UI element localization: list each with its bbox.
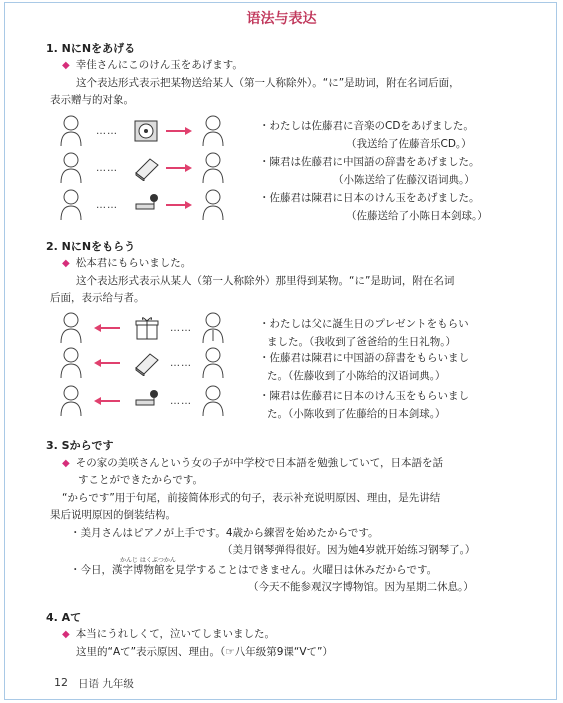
example-jp-line1: ・わたしは父に誕生日のプレゼントをもらい (259, 318, 469, 330)
example-jp: ・佐藤君は陳君に日本のけん玉をあげました。 (259, 192, 480, 204)
ellipsis-dots: …… (170, 358, 192, 369)
section-3-explanation-line2: 果后说明原因的倒装结构。 (50, 509, 176, 521)
boy-figure-icon (200, 114, 226, 146)
book-title: 日语 九年级 (78, 678, 134, 690)
example-jp: ・わたしは佐藤君に音楽のCDをあげました。 (259, 120, 474, 132)
diamond-bullet-icon: ◆ (62, 60, 70, 71)
kendama-icon (134, 388, 160, 414)
section-3-example-line2: すことができたからです。 (78, 474, 204, 486)
section-1-heading: 1. NにNをあげる (46, 42, 136, 55)
gift-icon (134, 315, 160, 341)
section-3-explanation-line1: “からです”用于句尾，前接简体形式的句子，表示补充说明原因、理由，是先讲结 (62, 492, 441, 504)
page-title: 语法与表达 (246, 11, 317, 27)
section-1-explanation-line2: 表示赠与的对象。 (50, 94, 134, 106)
boy-figure-icon (58, 188, 84, 220)
boy-figure-icon (58, 346, 84, 378)
section-4-example: ◆ 本当にうれしくて，泣いてしまいました。 (62, 628, 275, 640)
boy-figure-icon (58, 114, 84, 146)
kendama-icon (134, 192, 160, 218)
diamond-bullet-icon: ◆ (62, 629, 70, 640)
section-2-example: ◆ 松本君にもらいました。 (62, 257, 192, 269)
section-2-heading: 2. NにNをもらう (46, 240, 136, 253)
section-4-heading: 4. Aて (46, 611, 82, 624)
illustration-row-2-2 (58, 346, 258, 380)
boy-figure-icon (200, 188, 226, 220)
section-3-example2-jp: ・今日，漢字博物館を見学することはできません。火曜日は休みだからです。 (70, 564, 438, 576)
ellipsis-dots: …… (96, 163, 118, 174)
section-3-example2-cn: （今天不能参观汉字博物馆。因为星期二休息。） (248, 581, 474, 593)
section-2-explanation-line1: 这个表达形式表示从某人（第一人称除外）那里得到某物。“に”是助词，附在名词 (76, 275, 455, 287)
ellipsis-dots: …… (96, 200, 118, 211)
example-jp-line1: ・陳君は佐藤君に日本のけん玉をもらいまし (259, 390, 469, 402)
diamond-bullet-icon: ◆ (62, 258, 70, 269)
ellipsis-dots: …… (96, 126, 118, 137)
example-cn: （小陈送给了佐藤汉语词典。） (333, 174, 475, 186)
book-icon (134, 155, 160, 181)
boy-figure-icon (58, 311, 84, 343)
boy-figure-icon (200, 346, 226, 378)
example-jp: ・陳君は佐藤君に中国語の辞書をあげました。 (259, 156, 480, 168)
father-figure-icon (200, 311, 226, 343)
section-1-explanation-line1: 这个表达形式表示把某物送给某人（第一人称除外）。“に”是助词，附在名词后面， (76, 77, 460, 89)
illustration-row-1-3 (58, 188, 258, 222)
cd-icon (134, 118, 160, 144)
section-3-heading: 3. Sからです (46, 439, 114, 452)
arrow-left-icon (94, 396, 120, 406)
arrow-right-icon (166, 200, 192, 210)
page-number: 12 (54, 676, 68, 689)
furigana: かんじ はくぶつかん (120, 557, 176, 564)
boy-figure-icon (58, 151, 84, 183)
example-jp-line2: た。（小陈收到了佐藤给的日本剑球。） (267, 408, 446, 420)
ellipsis-dots: …… (170, 396, 192, 407)
section-3-example-line1: ◆ その家の美咲さんという女の子が中学校で日本語を勉強していて，日本語を話 (62, 457, 443, 469)
section-2-explanation-line2: 后面，表示给与者。 (50, 292, 145, 304)
illustration-row-2-1 (58, 311, 258, 345)
boy-figure-icon (200, 151, 226, 183)
boy-figure-icon (58, 384, 84, 416)
example-jp-line2: ました。（我收到了爸爸给的生日礼物。） (267, 336, 456, 348)
section-4-explanation: 这里的“Aて”表示原因、理由。（☞八年级第9课“Vて”） (76, 646, 333, 658)
section-3-example1-jp: ・美月さんはピアノが上手です。4歳から練習を始めたからです。 (70, 527, 379, 539)
example-jp-line1: ・佐藤君は陳君に中国語の辞書をもらいまし (259, 352, 469, 364)
illustration-row-1-1 (58, 114, 258, 148)
arrow-right-icon (166, 126, 192, 136)
arrow-left-icon (94, 323, 120, 333)
example-cn: （我送给了佐藤音乐CD。） (346, 138, 472, 150)
illustration-row-1-2 (58, 151, 258, 185)
example-cn: （佐藤送给了小陈日本剑球。） (346, 210, 488, 222)
section-1-example: ◆ 幸佳さんにこのけん玉をあげます。 (62, 59, 243, 71)
arrow-left-icon (94, 358, 120, 368)
ellipsis-dots: …… (170, 323, 192, 334)
book-icon (134, 350, 160, 376)
diamond-bullet-icon: ◆ (62, 458, 70, 469)
boy-figure-icon (200, 384, 226, 416)
illustration-row-2-3 (58, 384, 258, 418)
section-3-example1-cn: （美月钢琴弹得很好。因为她4岁就开始练习钢琴了。） (222, 544, 476, 556)
arrow-right-icon (166, 163, 192, 173)
example-jp-line2: た。（佐藤收到了小陈给的汉语词典。） (267, 370, 446, 382)
